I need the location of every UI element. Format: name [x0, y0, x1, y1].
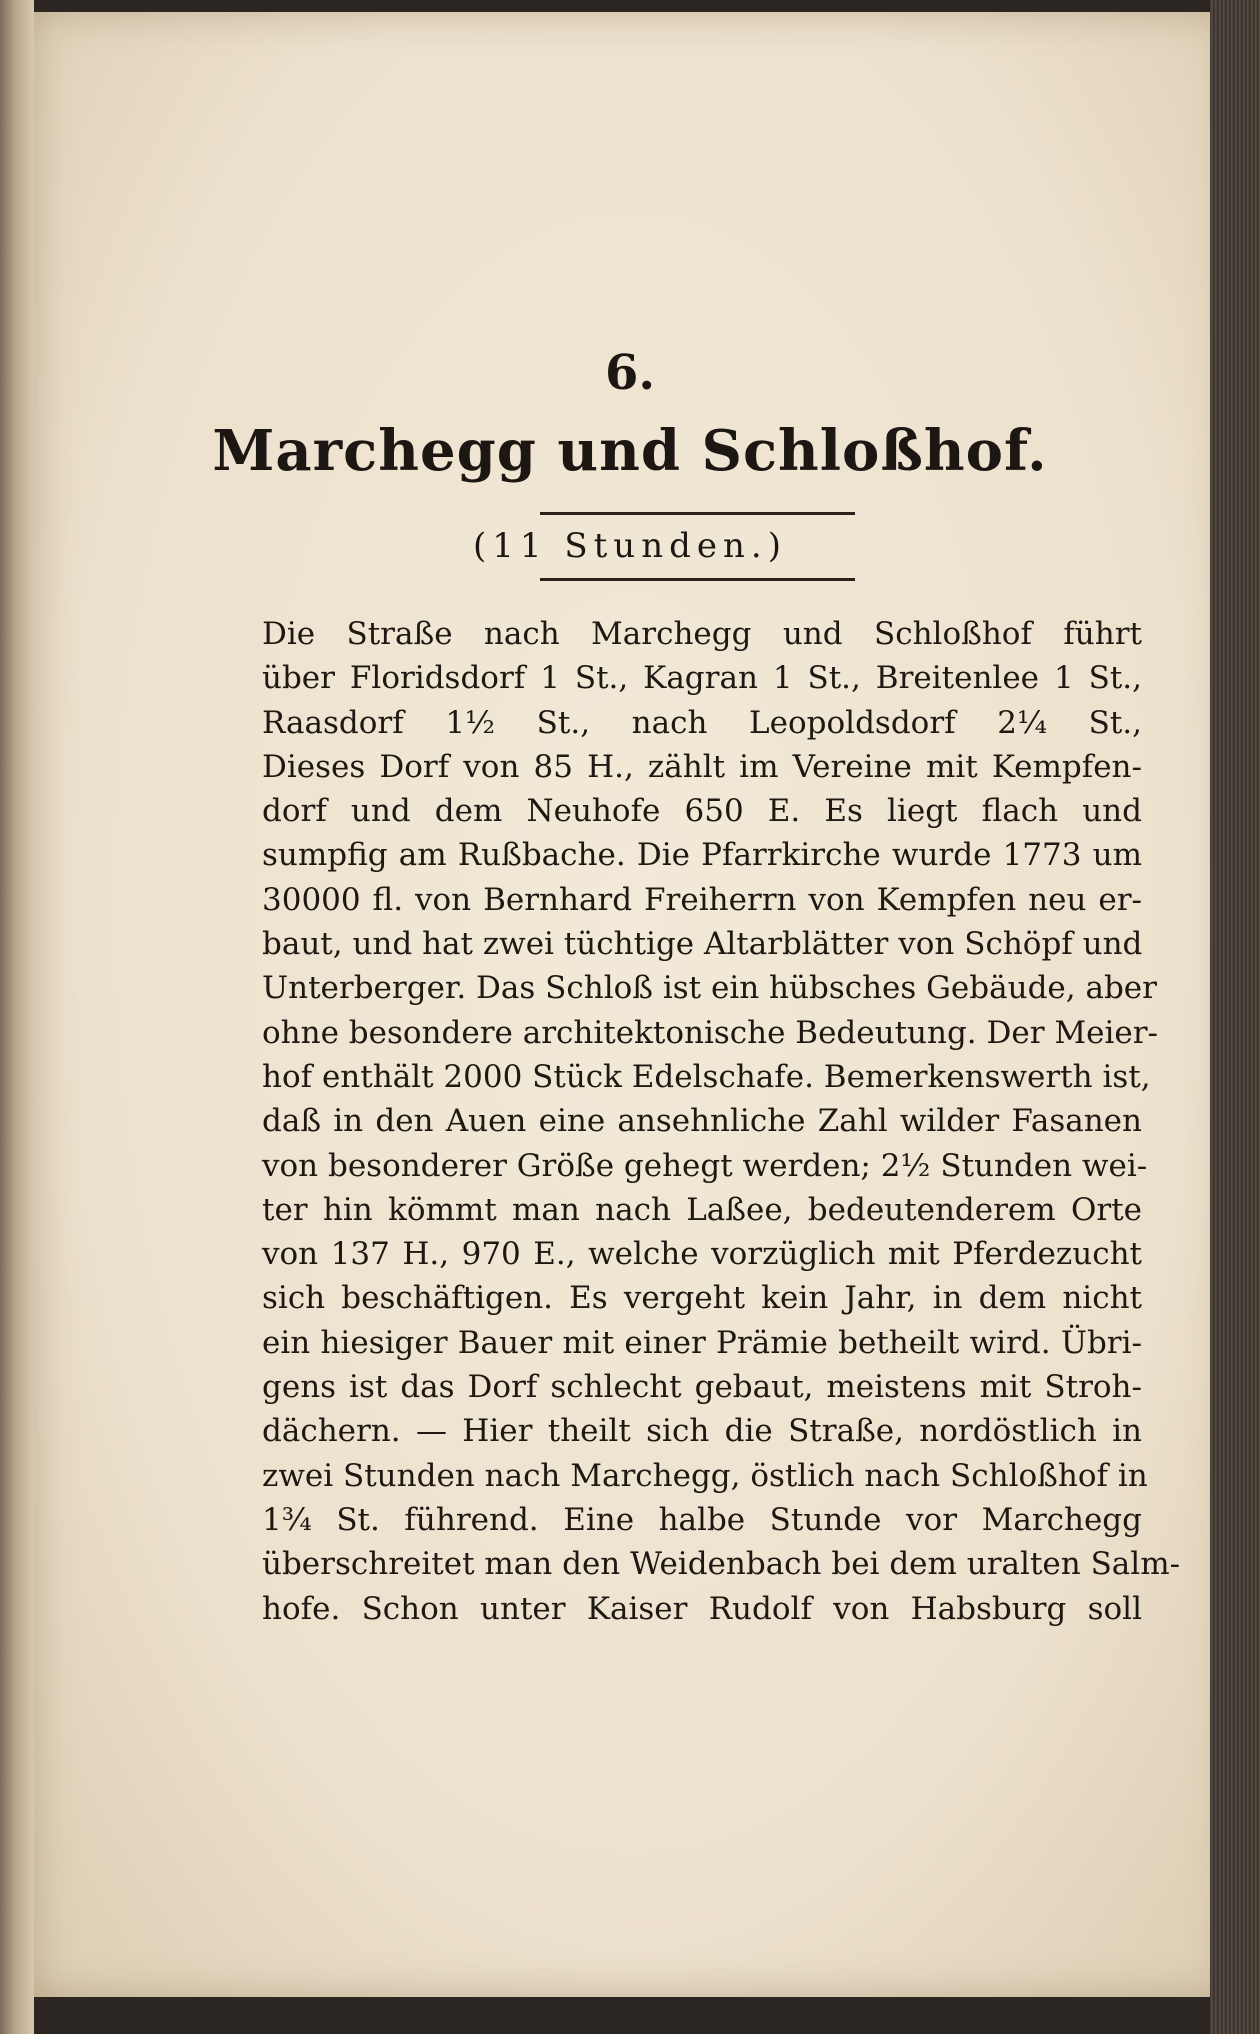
text-line: Die Straße nach Marchegg und Schloßhof führt	[262, 616, 1142, 652]
text-line: über Floridsdorf 1 St., Kagran 1 St., Breitenlee 1 St.,	[262, 660, 1142, 697]
text-line: baut, und hat zwei tüchtige Altarblätter von Schöpf und	[262, 926, 1143, 963]
text-line: gens ist das Dorf schlecht gebaut, meistens mit Stroh-	[262, 1369, 1142, 1406]
page-stack-edge	[1210, 0, 1260, 2034]
text-line: von besonderer Größe gehegt werden; 2½ Stunden wei-	[262, 1147, 1148, 1184]
text-line: von 137 H., 970 E., welche vorzüglich mit Pferdezucht	[262, 1236, 1142, 1273]
text-line: ein hiesiger Bauer mit einer Prämie betheilt wird. Übri-	[262, 1324, 1142, 1361]
divider-bottom	[540, 578, 855, 581]
text-line: 1¾ St. führend. Eine halbe Stunde vor Marchegg	[262, 1501, 1142, 1538]
text-line: ter hin kömmt man nach Laßee, bedeutenderem Orte	[262, 1191, 1142, 1228]
chapter-title: Marchegg und Schloßhof.	[212, 418, 1048, 484]
book-binding-edge	[0, 0, 34, 2034]
chapter-duration: (11 Stunden.)	[473, 526, 787, 566]
text-line: hofe. Schon unter Kaiser Rudolf von Habsburg soll	[262, 1590, 1142, 1627]
text-line: Raasdorf 1½ St., nach Leopoldsdorf 2¼ St.,	[262, 704, 1142, 741]
text-line: ohne besondere architektonische Bedeutung. Der Meier-	[262, 1014, 1159, 1051]
text-line: zwei Stunden nach Marchegg, östlich nach Schloßhof in	[262, 1457, 1148, 1494]
divider-top	[540, 512, 855, 515]
text-line: sumpfig am Rußbache. Die Pfarrkirche wurde 1773 um	[262, 837, 1142, 874]
body-text	[262, 612, 1181, 1631]
text-line: daß in den Auen eine ansehnliche Zahl wilder Fasanen	[262, 1103, 1142, 1140]
text-line: Unterberger. Das Schloß ist ein hübsches Gebäude, aber	[262, 970, 1157, 1007]
chapter-number: 6.	[604, 345, 656, 401]
text-line: Dieses Dorf von 85 H., zählt im Vereine mit Kempfen-	[262, 748, 1142, 785]
text-line: dächern. — Hier theilt sich die Straße, nordöstlich in	[262, 1413, 1142, 1450]
text-line: dorf und dem Neuhofe 650 E. Es liegt flach und	[262, 793, 1142, 830]
text-line: 30000 fl. von Bernhard Freiherrn von Kempfen neu er-	[262, 881, 1142, 918]
text-line: hof enthält 2000 Stück Edelschafe. Bemerkenswerth ist,	[262, 1058, 1151, 1095]
text-line: sich beschäftigen. Es vergeht kein Jahr, in dem nicht	[262, 1280, 1142, 1317]
text-line: überschreitet man den Weidenbach bei dem uralten Salm-	[262, 1546, 1181, 1583]
